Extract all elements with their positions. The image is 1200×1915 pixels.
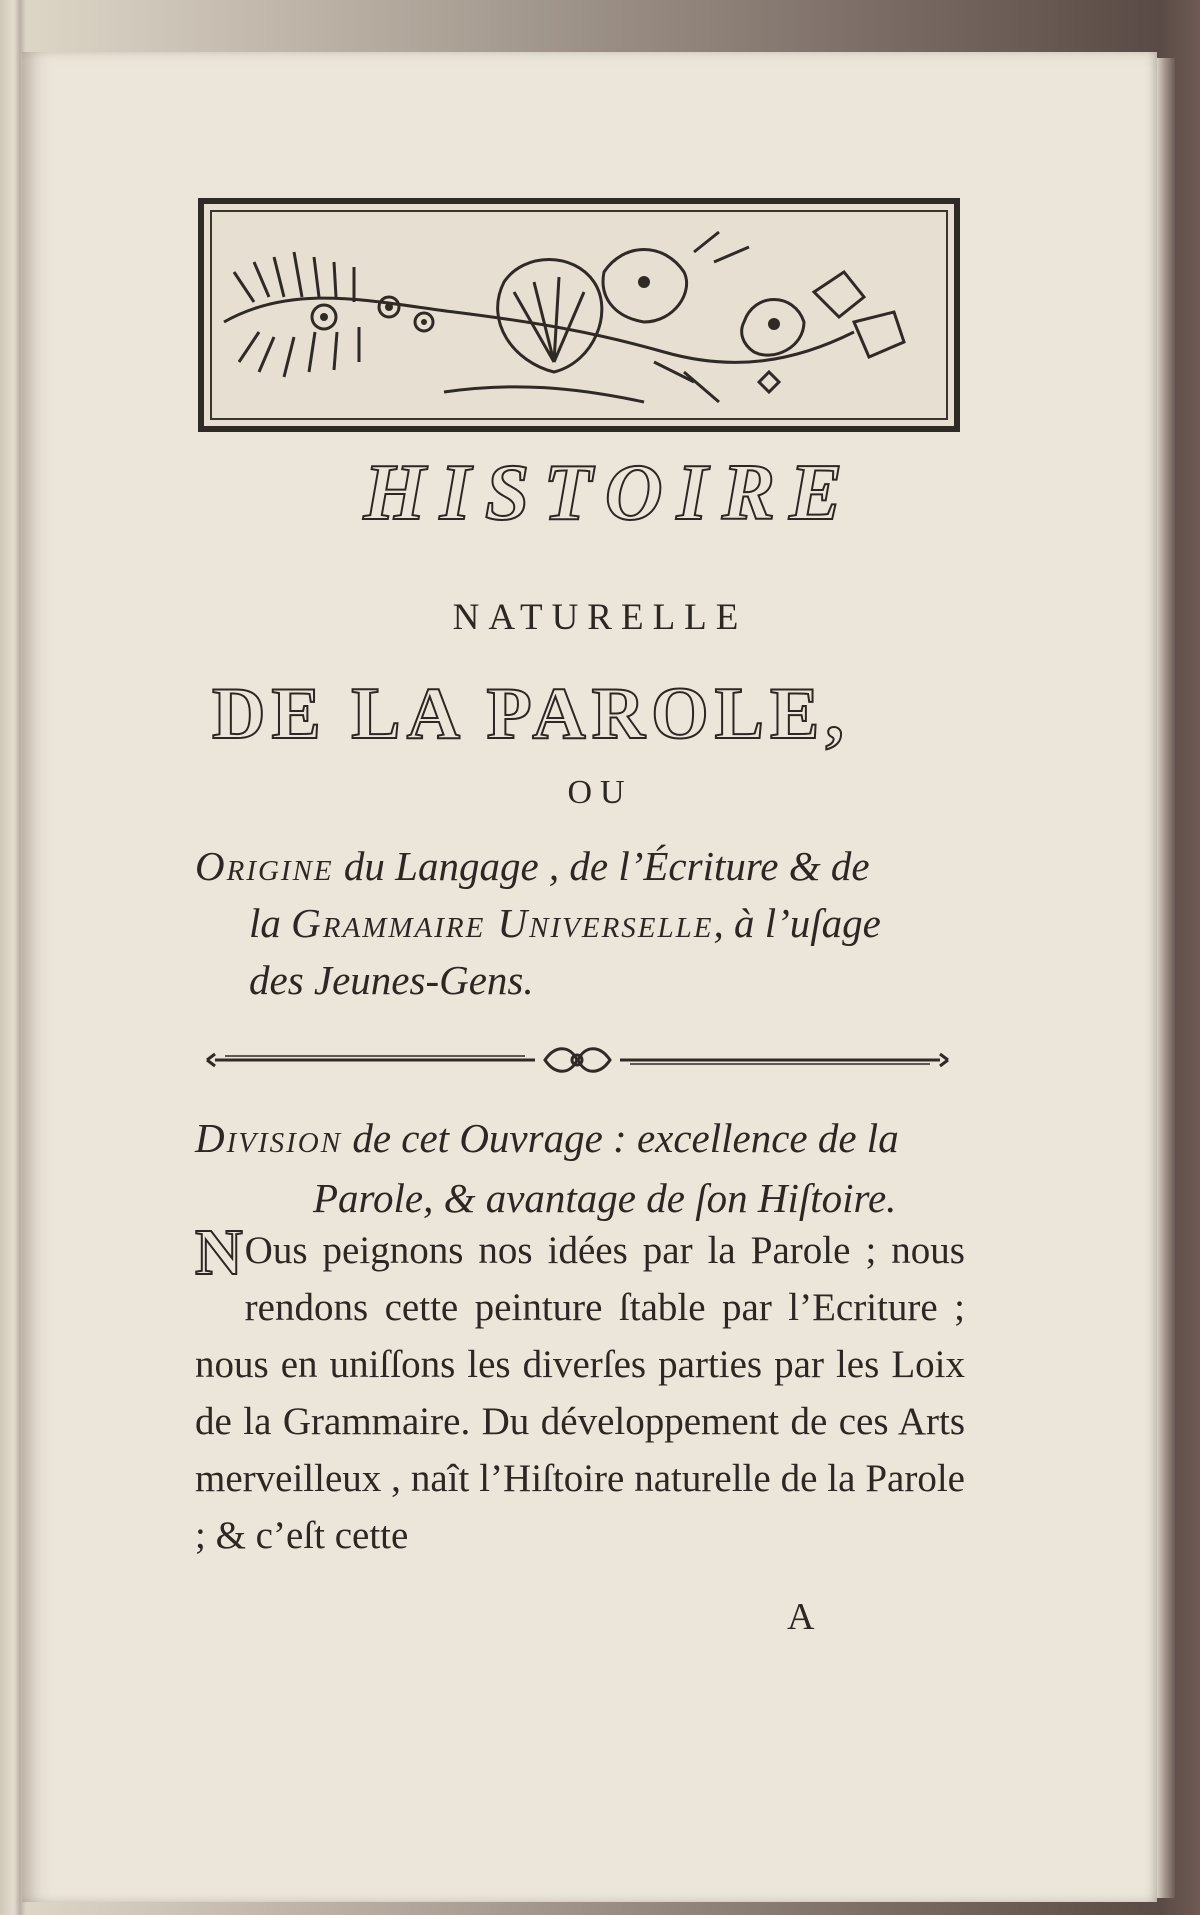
body-text: Ous peignons nos idées par la Parole ; nous rendons cette peinture ſtable par l’Ecriture ; nous en uniſſons les diverſes parties par les Loix de la Grammaire. Du développement de ces Arts merveilleux , naît l’Hiſtoire naturelle de la Parole ; & c’eſt cette — [195, 1229, 965, 1557]
drop-cap: N — [195, 1216, 243, 1289]
section-heading-line-2: Parole, & avantage de ſon Hiſtoire. — [313, 1175, 897, 1221]
ornamental-headpiece — [198, 198, 960, 432]
subtitle — [195, 838, 965, 1009]
section-heading — [195, 1108, 965, 1228]
body-paragraph — [195, 1216, 965, 1564]
title-de-la-parole: DE LA PAROLE, — [212, 673, 850, 755]
page-edge — [1157, 58, 1175, 1898]
ornamental-rule — [205, 1040, 950, 1080]
subtitle-line-2: la Grammaire Universelle, à l’uſage — [249, 900, 881, 946]
section-heading-line-1: Division de cet Ouvrage : excellence de la — [195, 1115, 899, 1161]
signature-mark: A — [787, 1596, 815, 1638]
title-ou: OU — [567, 774, 633, 811]
subtitle-line-1: Origine du Langage , de l’Écriture & de — [195, 843, 870, 889]
floral-ornament-icon — [214, 212, 944, 418]
title-histoire: HISTOIRE — [363, 449, 857, 537]
title-naturelle: NATURELLE — [452, 597, 748, 638]
subtitle-line-3: des Jeunes-Gens. — [249, 957, 534, 1003]
